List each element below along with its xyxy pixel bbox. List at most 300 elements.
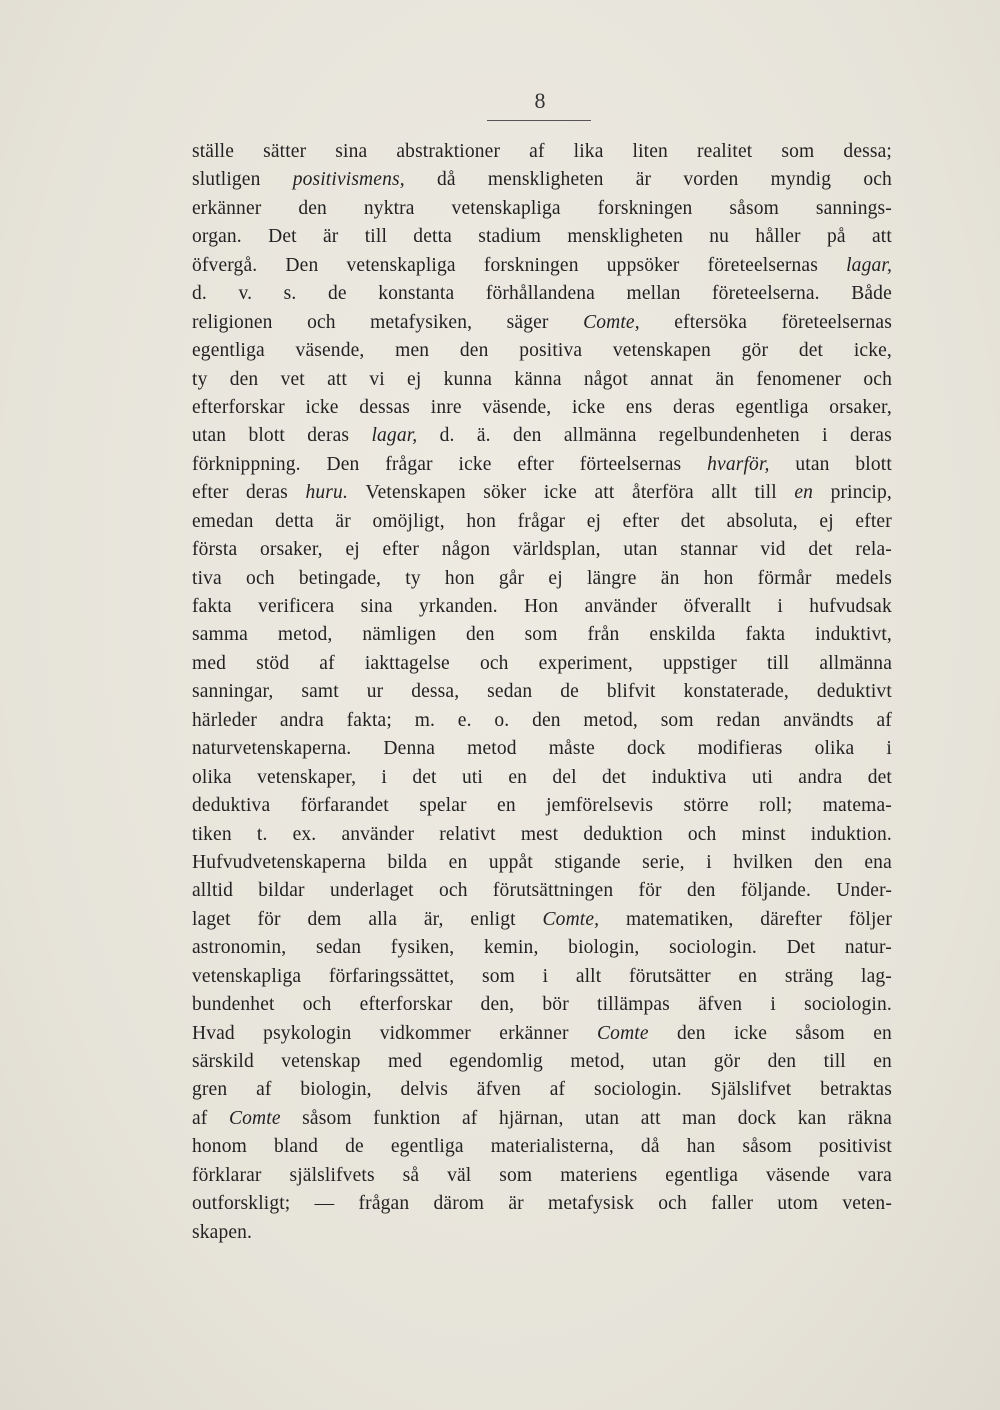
- word: hjärnan,: [498, 1107, 564, 1129]
- word: verificera: [258, 596, 335, 617]
- word: astronomin,: [192, 937, 287, 959]
- word: förfaringssättet,: [328, 965, 455, 987]
- word: den: [459, 340, 489, 362]
- word: samma: [192, 624, 248, 646]
- word: i: [770, 994, 776, 1016]
- word: vetenskapen: [612, 340, 711, 362]
- word: metod,: [277, 624, 333, 646]
- word: vidkommer: [379, 1022, 471, 1044]
- word: den: [767, 1051, 797, 1072]
- word: vorden: [683, 169, 739, 191]
- word: Vetenskapen: [365, 482, 466, 504]
- word: ex.: [292, 823, 317, 845]
- word: positiva: [519, 340, 583, 362]
- word: förteelsernas: [579, 453, 682, 475]
- page-number: 8: [534, 88, 546, 113]
- word: söker: [483, 482, 527, 504]
- word: världsplan,: [512, 539, 601, 561]
- word: en: [497, 795, 516, 817]
- word: lagar,: [371, 425, 418, 447]
- word: vetenskapliga: [451, 197, 561, 219]
- word: att: [594, 482, 615, 504]
- word: af: [876, 709, 892, 731]
- text-line: [192, 422, 892, 450]
- word: bilda: [387, 851, 428, 873]
- word: det: [808, 539, 833, 561]
- word: orsaker,: [829, 396, 892, 418]
- word: matema-: [822, 795, 892, 817]
- word: experiment,: [538, 652, 633, 674]
- word: annat: [650, 368, 694, 390]
- word: mellan: [626, 283, 681, 305]
- word: som: [660, 709, 694, 731]
- word: i: [706, 851, 712, 873]
- word: liten: [632, 141, 668, 162]
- word: utan: [623, 539, 658, 561]
- word: öfvergå.: [192, 254, 258, 276]
- word: spelar: [419, 795, 467, 817]
- word: man: [682, 1107, 717, 1129]
- word: håller: [755, 226, 801, 248]
- word: enskilda: [649, 624, 716, 646]
- word: af: [319, 652, 335, 674]
- word: väsende: [766, 1164, 830, 1186]
- word: metafysisk: [548, 1193, 634, 1215]
- word: första: [192, 539, 238, 561]
- text-line: [192, 821, 892, 849]
- word: hufvudsak: [809, 596, 892, 617]
- word: uppsöker: [606, 254, 680, 276]
- text-line: [192, 707, 892, 735]
- word: att: [327, 368, 348, 390]
- word: och: [658, 1193, 687, 1215]
- word: till: [823, 1051, 846, 1072]
- text-line: [192, 678, 892, 706]
- word: sina: [335, 141, 368, 162]
- word: då: [436, 169, 456, 191]
- word: dock: [627, 738, 666, 760]
- word: använder: [341, 823, 415, 845]
- word: i: [381, 766, 387, 788]
- word: följer: [848, 908, 892, 930]
- word: metod,: [570, 1051, 625, 1072]
- word: forskningen: [483, 254, 579, 276]
- word: i: [777, 596, 783, 617]
- word: enligt: [470, 908, 516, 930]
- word: såsom: [729, 197, 779, 219]
- word: efter: [855, 510, 892, 532]
- word: bör: [542, 994, 569, 1016]
- word: ej: [407, 368, 422, 390]
- word: sannings-: [815, 197, 892, 219]
- word: till: [766, 652, 790, 674]
- text-line: [192, 366, 892, 394]
- word: bundenhet: [192, 994, 275, 1016]
- word: bland: [273, 1136, 319, 1158]
- word: därom: [433, 1193, 485, 1215]
- word: med: [387, 1051, 422, 1072]
- word: detta: [413, 226, 452, 248]
- word: metafysiken,: [370, 311, 473, 333]
- word: ä.: [476, 425, 491, 447]
- word: förutsätter: [628, 965, 711, 987]
- word: iakttagelse: [364, 652, 450, 674]
- word: såsom: [302, 1107, 352, 1129]
- word: sociologin.: [594, 1079, 682, 1101]
- text-line: [192, 337, 892, 365]
- word: relativt: [439, 823, 496, 845]
- word: kan: [797, 1107, 827, 1129]
- word: och: [863, 169, 892, 191]
- word: de: [327, 283, 347, 305]
- word: dessas: [359, 396, 411, 418]
- word: fakta: [192, 596, 232, 617]
- word: egentliga: [665, 1164, 739, 1186]
- word: nu: [709, 226, 730, 248]
- word: hvarför,: [707, 453, 770, 475]
- text-line: [192, 1162, 892, 1190]
- word: allmänna: [819, 652, 892, 674]
- word: den: [298, 197, 327, 219]
- word: hvilken: [733, 851, 793, 873]
- word: de: [560, 681, 579, 703]
- word: lika: [573, 141, 604, 162]
- word: företeelsernas: [781, 311, 892, 333]
- word: företeelsernas: [707, 254, 818, 276]
- word: ej: [819, 510, 834, 532]
- word: och: [687, 823, 717, 845]
- text-line: [192, 565, 892, 593]
- word: känna: [514, 368, 562, 390]
- word: menskligheten: [567, 226, 683, 248]
- word: är: [335, 510, 351, 532]
- word: att: [640, 1107, 661, 1129]
- word: tiva: [192, 567, 222, 589]
- word: absoluta,: [726, 510, 798, 532]
- word: myndig: [770, 169, 832, 191]
- word: och: [863, 368, 892, 390]
- word: utan: [585, 1107, 620, 1129]
- word: dock: [737, 1107, 777, 1129]
- text-line: [192, 849, 892, 877]
- word: d.: [439, 425, 455, 447]
- word: förfarandet: [300, 795, 389, 817]
- text-line: [192, 1133, 892, 1161]
- word: uti: [461, 766, 483, 788]
- word: något: [583, 368, 628, 390]
- word: en: [794, 482, 814, 504]
- word: någon: [441, 539, 491, 561]
- word: andra: [798, 766, 843, 788]
- word: hon: [444, 567, 475, 589]
- text-line: [192, 451, 892, 479]
- word: induktion.: [810, 823, 892, 845]
- word: laget: [192, 908, 231, 930]
- word: realitet: [697, 141, 753, 162]
- text-line: [192, 508, 892, 536]
- word: gör: [741, 340, 769, 362]
- word: Den: [285, 254, 319, 276]
- word: den: [512, 425, 542, 447]
- word: förutsättningen: [492, 880, 614, 902]
- word: än: [660, 567, 680, 589]
- word: längre: [586, 567, 637, 589]
- text-line: [192, 934, 892, 962]
- word: ur: [366, 681, 384, 703]
- word: deras: [849, 425, 892, 447]
- word: sociologin.: [669, 937, 757, 959]
- word: Comte: [597, 1022, 649, 1044]
- word: alltid: [192, 880, 233, 902]
- word: den: [677, 1022, 706, 1044]
- word: måste: [548, 738, 595, 760]
- text-line: [192, 906, 892, 934]
- word: och: [479, 652, 509, 674]
- word: deduktivt: [816, 681, 892, 703]
- word: icke: [733, 1022, 768, 1044]
- text-line: [192, 963, 892, 991]
- word: delvis: [400, 1079, 448, 1101]
- word: tillämpas: [597, 994, 670, 1016]
- word: funktion: [373, 1107, 441, 1129]
- word: för: [257, 908, 281, 930]
- word: e.: [457, 709, 472, 731]
- word: Både: [851, 283, 892, 305]
- text-line: [192, 764, 892, 792]
- text-line: [192, 1190, 892, 1218]
- word: hon: [703, 567, 734, 589]
- word: uppstiger: [662, 652, 737, 674]
- text-line: [192, 1020, 892, 1048]
- word: en: [448, 851, 468, 873]
- word: i: [542, 965, 549, 987]
- word: kunna: [443, 368, 493, 390]
- word: mest: [520, 823, 559, 845]
- word: vetenskaper,: [257, 766, 357, 788]
- word: sedan: [487, 681, 533, 703]
- word: sträng: [784, 965, 834, 987]
- word: som: [481, 965, 515, 987]
- word: erkänner: [499, 1022, 569, 1044]
- word: då: [640, 1136, 660, 1158]
- word: af: [461, 1107, 478, 1129]
- word: efter: [622, 510, 660, 532]
- word: ty: [405, 567, 421, 589]
- word: är: [635, 169, 652, 191]
- word: en: [738, 965, 758, 987]
- word: orsaker,: [260, 539, 323, 561]
- word: roll;: [759, 795, 793, 817]
- word: ej: [586, 510, 602, 532]
- word: Hon: [524, 596, 559, 617]
- word: ställe: [192, 141, 235, 162]
- word: med: [192, 652, 227, 674]
- word: induktivt,: [815, 624, 892, 646]
- word: v.: [238, 283, 253, 305]
- word: m.: [414, 709, 436, 731]
- word: som: [499, 1164, 533, 1186]
- word: af: [549, 1079, 566, 1101]
- word: deduktion: [583, 823, 663, 845]
- word: är: [508, 1193, 524, 1215]
- word: vetenskap: [281, 1051, 361, 1072]
- word: konstaterade,: [683, 681, 789, 703]
- word: såsom: [795, 1022, 845, 1044]
- word: —: [314, 1193, 335, 1215]
- word: fenomener: [756, 368, 842, 390]
- word: blifvit: [606, 681, 656, 703]
- word: vetenskapliga: [346, 254, 456, 276]
- word: jemförelsevis: [546, 795, 654, 817]
- word: betraktas: [820, 1079, 892, 1101]
- word: härleder: [192, 709, 258, 731]
- word: andra: [279, 709, 324, 731]
- word: natur-: [844, 937, 892, 959]
- word: forskningen: [597, 197, 693, 219]
- word: företeelserna.: [712, 283, 820, 305]
- word: själslifvets: [289, 1164, 375, 1186]
- word: detta: [275, 510, 314, 532]
- word: deras: [307, 425, 350, 447]
- word: därefter: [760, 908, 823, 930]
- word: som: [524, 624, 558, 646]
- text-line: [192, 280, 892, 308]
- text-line: [192, 309, 892, 337]
- word: slutligen: [192, 169, 261, 191]
- word: på: [826, 226, 846, 248]
- word: Hufvudvetenskaperna: [192, 851, 366, 873]
- word: psykologin: [263, 1022, 352, 1044]
- word: abstraktioner: [396, 141, 501, 162]
- word: yrkanden.: [419, 596, 498, 617]
- word: återföra: [632, 482, 694, 504]
- word: icke: [572, 396, 606, 418]
- word: tiken: [192, 823, 232, 845]
- word: dessa,: [411, 681, 460, 703]
- word: utan: [652, 1051, 687, 1072]
- text-line: [192, 792, 892, 820]
- word: än: [715, 368, 735, 390]
- word: en: [508, 766, 528, 788]
- word: vetenskapliga: [192, 965, 302, 987]
- word: särskild: [192, 1051, 254, 1072]
- word: dem: [307, 908, 342, 930]
- word: en: [873, 1022, 892, 1044]
- word: förhållandena: [485, 283, 595, 305]
- word: omöjligt,: [372, 510, 445, 532]
- word: biologin,: [568, 937, 640, 959]
- word: det: [798, 340, 824, 362]
- word: att: [871, 226, 892, 248]
- word: och: [246, 567, 275, 589]
- word: olika: [192, 766, 232, 788]
- word: del: [552, 766, 577, 788]
- word: men: [395, 340, 430, 362]
- word: stöd: [256, 652, 290, 674]
- word: allmänna: [563, 425, 637, 447]
- word: nyktra: [363, 197, 415, 219]
- word: inre: [430, 396, 462, 418]
- text-line: [192, 195, 892, 223]
- text-line: [192, 223, 892, 251]
- word: ena: [864, 851, 892, 873]
- word: förklarar: [192, 1164, 262, 1186]
- word: väl: [447, 1164, 472, 1186]
- word: så: [402, 1164, 420, 1186]
- word: egentliga: [192, 340, 265, 362]
- word: allt: [711, 482, 737, 504]
- word: alla: [368, 908, 398, 930]
- word: sanningar,: [192, 681, 274, 703]
- word: t.: [256, 823, 268, 845]
- word: och: [302, 994, 332, 1016]
- word: Själslifvet: [710, 1079, 792, 1101]
- word: outforskligt;: [192, 1193, 291, 1215]
- word: han: [686, 1136, 716, 1158]
- word: stadium: [478, 226, 542, 248]
- word: och: [439, 880, 468, 902]
- word: den,: [480, 994, 515, 1016]
- word: till: [364, 226, 388, 248]
- word: rela-: [855, 539, 892, 561]
- word: vid: [760, 539, 786, 561]
- word: deras: [673, 396, 715, 418]
- word: emedan: [192, 510, 254, 532]
- word: modifieras: [697, 738, 783, 760]
- word: den: [229, 368, 259, 390]
- word: materialisterna,: [490, 1136, 614, 1158]
- word: Hvad: [192, 1022, 235, 1044]
- word: en: [873, 1051, 892, 1072]
- word: använder: [584, 596, 658, 617]
- word: äfven: [698, 994, 743, 1016]
- word: egendomlig: [449, 1051, 543, 1072]
- text-line: [192, 877, 892, 905]
- word: af: [529, 141, 545, 162]
- word: efterforskar: [192, 396, 285, 418]
- word: uppåt: [488, 851, 533, 873]
- body-text: [192, 138, 892, 1247]
- word: af: [256, 1079, 272, 1101]
- word: honom: [192, 1136, 247, 1158]
- word: uti: [751, 766, 773, 788]
- text-line: [192, 138, 892, 166]
- word: icke: [305, 396, 339, 418]
- word: som: [781, 141, 815, 162]
- text-line: [192, 621, 892, 649]
- word: egentliga: [390, 1136, 464, 1158]
- page-number-rule: [487, 120, 591, 121]
- word: såsom: [742, 1136, 792, 1158]
- word: efter: [517, 453, 554, 475]
- word: vara: [857, 1164, 892, 1186]
- word: Comte: [228, 1107, 281, 1129]
- word: det: [867, 766, 892, 788]
- word: följande.: [740, 880, 811, 902]
- word: blott: [248, 425, 285, 447]
- word: allt: [575, 965, 602, 987]
- word: frågar: [517, 510, 566, 532]
- text-line: [192, 1076, 892, 1104]
- word: deras: [246, 482, 288, 504]
- word: metod: [467, 738, 517, 760]
- text-line: [192, 1105, 892, 1133]
- word: biologin,: [300, 1079, 372, 1101]
- word: fakta;: [346, 709, 392, 731]
- word: naturvetenskaperna.: [192, 738, 352, 760]
- word: är,: [423, 908, 444, 930]
- word: efterforskar: [359, 994, 453, 1016]
